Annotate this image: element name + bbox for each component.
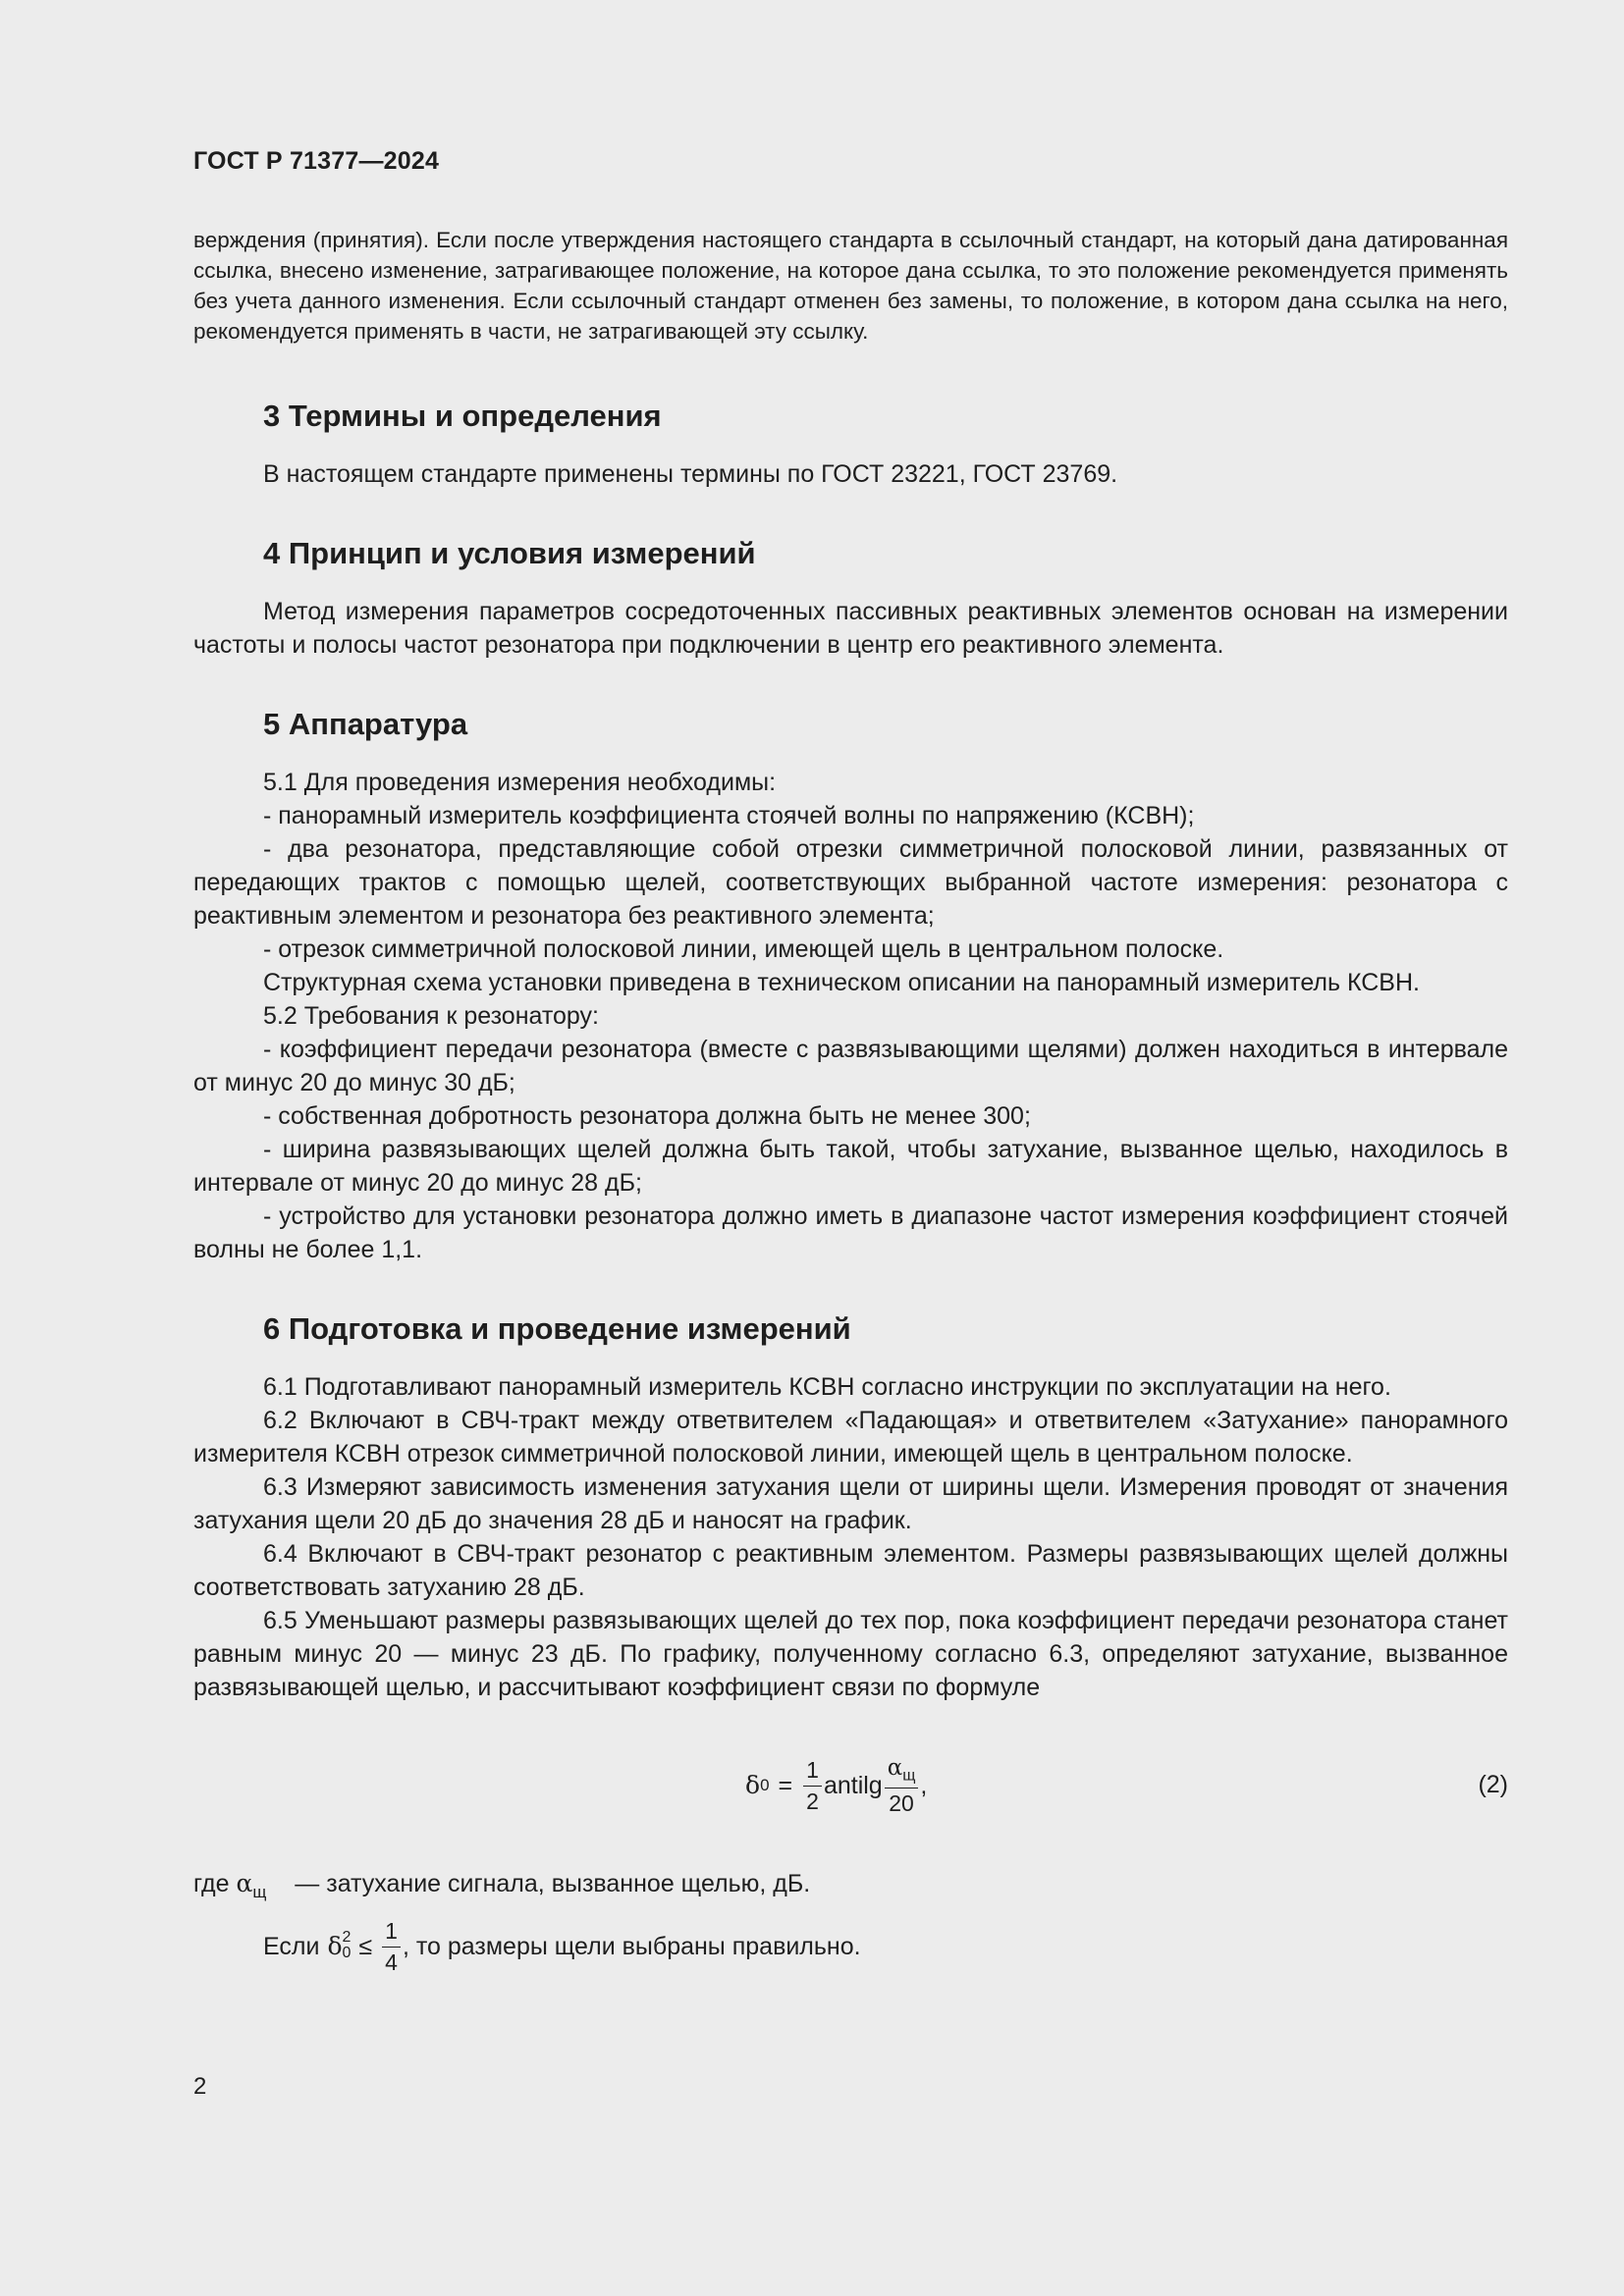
list-item: - коэффициент передачи резонатора (вместе с развязывающими щелями) должен находиться в интервале от минус 20 до минус 30 дБ; xyxy=(193,1036,1508,1096)
quarter-fraction xyxy=(382,1917,401,1975)
clause-6-1: 6.1 Подготавливают панорамный измеритель КСВН согласно инструкции по эксплуатации на него. xyxy=(263,1373,1391,1401)
delta-subscript: 0 xyxy=(342,1945,352,1961)
fraction-numerator: 1 xyxy=(382,1920,401,1948)
clause-5-1: 5.1 Для проведения измерения необходимы: xyxy=(263,769,777,796)
argument-fraction xyxy=(885,1756,919,1816)
clause-6-3: 6.3 Измеряют зависимость изменения затухания щели от ширины щели. Измерения проводят от значения затухания щели 20 дБ до значения 28 дБ и наносят на график. xyxy=(193,1473,1508,1534)
delta-squared xyxy=(327,1930,351,1963)
where-description: — затухание сигнала, вызванное щелью, дБ. xyxy=(295,1870,811,1897)
half-fraction xyxy=(803,1756,822,1814)
section-3-title: 3 Термины и определения xyxy=(263,399,662,433)
formula-comma: , xyxy=(920,1772,928,1799)
document-body xyxy=(193,397,1508,1984)
condition-line xyxy=(193,1909,1508,1984)
alpha-subscript: щ xyxy=(252,1883,267,1901)
clause-6-2: 6.2 Включают в СВЧ-тракт между ответвителем «Падающая» и ответвителем «Затухание» панорамного измерителя КСВН отрезок симметричной полосковой линии, имеющей щель в центральном полоске. xyxy=(193,1407,1508,1468)
condition-lead: Если xyxy=(263,1933,320,1960)
list-item: - два резонатора, представляющие собой отрезки симметричной полосковой линии, развязанных от передающих трактов с помощью щелей, соответствующих выбранной частоте измерения: резонатора с реактивным элементом и резонатора без реактивного элемента; xyxy=(193,835,1508,930)
section-4-title: 4 Принцип и условия измерений xyxy=(263,536,756,570)
section-3-paragraph: В настоящем стандарте применены термины по ГОСТ 23221, ГОСТ 23769. xyxy=(263,460,1118,488)
list-item: - отрезок симметричной полосковой линии, имеющей щель в центральном полоске. xyxy=(263,935,1224,963)
section-5-title: 5 Аппаратура xyxy=(263,707,468,741)
delta-symbol: δ xyxy=(327,1932,343,1960)
clause-6-5: 6.5 Уменьшают размеры развязывающих щелей до тех пор, пока коэффициент передачи резонатора станет равным минус 20 — минус 23 дБ. По графику, полученному согласно 6.3, определяют затухание, вызванное развязывающей щелью, и рассчитывают коэффициент связи по формуле xyxy=(193,1607,1508,1701)
fraction-denominator: 20 xyxy=(889,1790,914,1817)
fraction-denominator: 4 xyxy=(385,1949,398,1975)
formula-block xyxy=(193,1745,1508,1826)
less-or-equal-sign: ≤ xyxy=(358,1933,373,1960)
list-item: - устройство для установки резонатора должно иметь в диапазоне частот измерения коэффициент стоячей волны не более 1,1. xyxy=(193,1202,1508,1263)
alpha-subscript: щ xyxy=(902,1767,916,1785)
list-item: - ширина развязывающих щелей должна быть такой, чтобы затухание, вызванное щелью, находилось в интервале от минус 20 до минус 28 дБ; xyxy=(193,1136,1508,1197)
coupling-formula xyxy=(745,1745,927,1826)
antilg-function: antilg xyxy=(823,1772,883,1799)
list-item: - панорамный измеритель коэффициента стоячей волны по напряжению (КСВН); xyxy=(263,802,1195,829)
delta-superscript: 2 xyxy=(342,1929,352,1946)
equation-number: (2) xyxy=(1478,1771,1508,1798)
delta-symbol: δ xyxy=(745,1771,761,1799)
where-lead: где xyxy=(193,1870,237,1897)
clause-6-4: 6.4 Включают в СВЧ-тракт резонатор с реактивным элементом. Размеры развязывающих щелей должны соответствовать затуханию 28 дБ. xyxy=(193,1540,1508,1601)
fraction-numerator xyxy=(885,1756,919,1789)
list-item: - собственная добротность резонатора должна быть не менее 300; xyxy=(263,1102,1031,1130)
section-5-paragraph: Структурная схема установки приведена в техническом описании на панорамный измеритель КСВН. xyxy=(263,969,1420,996)
alpha-symbol: α xyxy=(887,1754,903,1781)
delta-subscript: 0 xyxy=(760,1776,770,1794)
alpha-symbol: α xyxy=(236,1869,253,1897)
page-number: 2 xyxy=(193,2073,207,2100)
delta-indices xyxy=(343,1930,352,1961)
condition-tail: , то размеры щели выбраны правильно. xyxy=(402,1933,861,1960)
where-clause xyxy=(193,1867,1508,1909)
section-4-paragraph: Метод измерения параметров сосредоточенных пассивных реактивных элементов основан на измерении частоты и полосы частот резонатора при подключении в центр его реактивного элемента. xyxy=(193,598,1508,659)
intro-paragraph: верждения (принятия). Если после утверждения настоящего стандарта в ссылочный стандарт, на который дана датированная ссылка, внесено изменение, затрагивающее положение, на которое дана ссылка, то это положение рекомендуется применять без учета данного изменения. Если ссылочный стандарт отменен без замены, то положение, в котором дана ссылка на него, рекомендуется применять в части, не затрагивающей эту ссылку. xyxy=(193,228,1508,344)
fraction-numerator: 1 xyxy=(803,1759,822,1787)
section-6-title: 6 Подготовка и проведение измерений xyxy=(263,1311,851,1346)
document-header: ГОСТ Р 71377—2024 xyxy=(193,147,440,175)
fraction-denominator: 2 xyxy=(806,1788,819,1814)
clause-5-2: 5.2 Требования к резонатору: xyxy=(263,1002,600,1030)
equals-sign: = xyxy=(778,1772,793,1799)
